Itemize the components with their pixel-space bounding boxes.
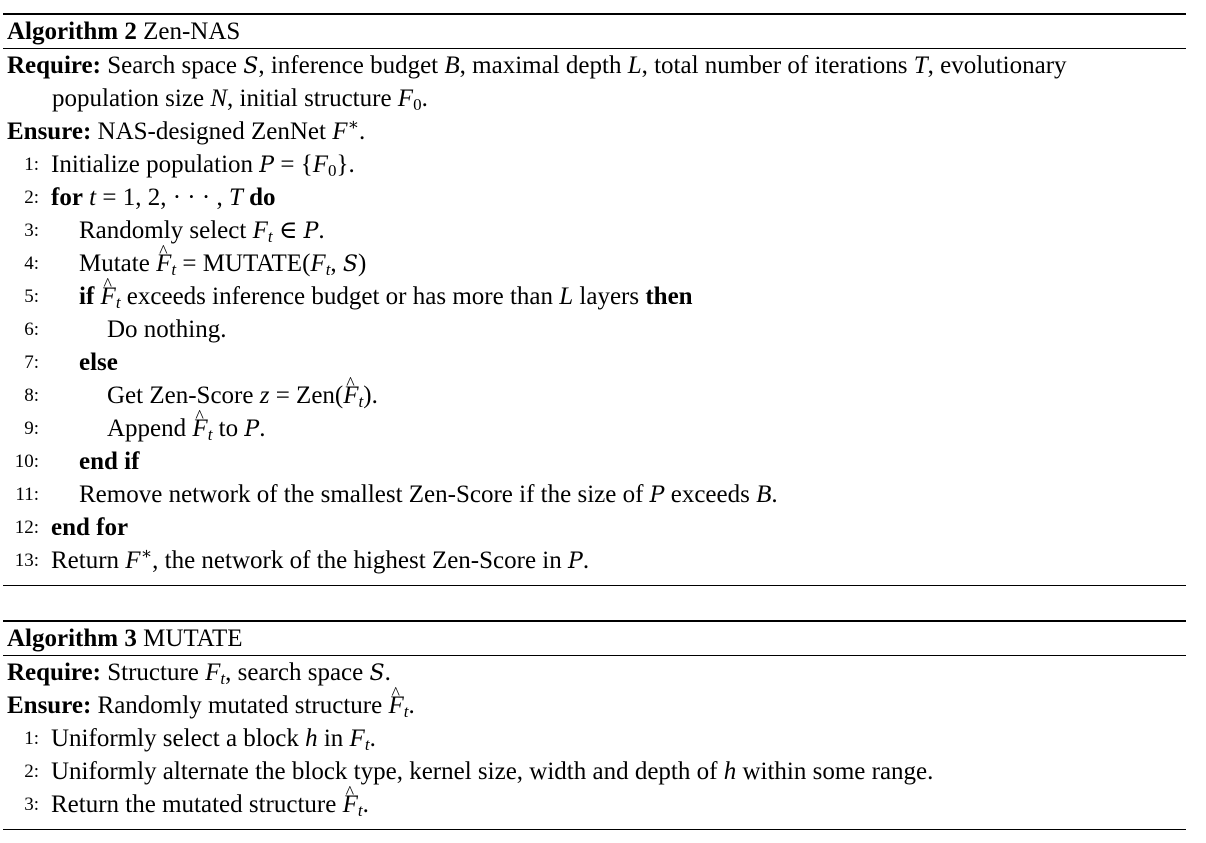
line-number: 6: [24, 319, 39, 340]
algorithm-line [3, 511, 1186, 544]
line-text: = MUTATE( [176, 250, 311, 277]
algorithm-line [3, 445, 1186, 478]
line-text: to [212, 415, 245, 442]
line-text: Do nothing. [107, 316, 227, 343]
algorithm-2-block [3, 13, 1186, 586]
line-text: = Zen( [269, 382, 344, 409]
line-text: Uniformly select a block [51, 725, 306, 752]
keyword-do: do [249, 184, 276, 211]
algorithm-line: 9: Append ^ $F_t$ to P. [3, 412, 1186, 445]
algorithm-line: 2: Uniformly alternate the block type, kernel size, width and depth of h within some range. [3, 755, 1186, 788]
line-number: 3: [24, 220, 39, 241]
math-L: L [627, 52, 642, 79]
keyword-else: else [79, 349, 118, 376]
algorithm-3-block [3, 620, 1186, 830]
math-Fstar: F [332, 118, 348, 145]
line-text: Return [51, 547, 126, 574]
algorithm-name: Zen-NAS [143, 18, 241, 45]
line-text: Initialize population [51, 151, 260, 178]
algorithm-line: 3: Randomly select $F_t$ ∈ P. [3, 214, 1186, 247]
line-number: 8: [24, 385, 39, 406]
algorithm-line: 1: Uniformly select a block h in $F_t$. [3, 722, 1186, 755]
require-label: Require: [7, 659, 101, 686]
require-label: Require: [7, 52, 101, 79]
algorithm-line: 4: Mutate ^ $F_t$ = $MUTATE(F_t$, S) [3, 247, 1186, 280]
require-text: , maximal depth [459, 52, 628, 79]
line-text: Randomly select [79, 217, 253, 244]
algorithm-line [3, 346, 1186, 379]
line-number: 1: [24, 154, 39, 175]
keyword-if: if [79, 283, 95, 310]
algorithm-line: 8: Get Zen-Score z = Zen(^ $F_t$). [3, 379, 1186, 412]
algorithm-line: 3: Return the mutated structure ^ $F_t$. [3, 788, 1186, 821]
ensure-text: Randomly mutated structure [91, 692, 389, 719]
line-text: Mutate [79, 250, 157, 277]
require-text: Structure [100, 659, 206, 686]
line-number: 9: [24, 418, 39, 439]
line-text: Return the mutated structure [51, 791, 343, 818]
line-number: 2: [24, 187, 39, 208]
line-number: 7: [24, 352, 39, 373]
line-number: 3: [24, 794, 39, 815]
line-number: 10: [14, 451, 39, 472]
math-N: N [210, 85, 227, 112]
line-text: within some range. [736, 758, 934, 785]
require-text: , initial structure [227, 85, 398, 112]
keyword-then: then [645, 283, 693, 310]
line-text: ). [363, 382, 378, 409]
require-text: , evolutionary [927, 52, 1067, 79]
require-line: Require: Structure $F_t$, search space S. [7, 659, 391, 688]
require-text: , inference budget [258, 52, 445, 79]
line-text: Uniformly alternate the block type, kernel size, width and depth of [51, 758, 724, 785]
algorithm-line: 1: Initialize population $P = \{F_0\}$. [3, 148, 1186, 181]
line-text: layers [573, 283, 646, 310]
require-text: , search space [225, 659, 370, 686]
require-line-cont: population size N, initial structure $F_0$. [52, 85, 428, 114]
algorithm-line: 13: Return F∗, the network of the highest Zen-Score in P. [3, 544, 1186, 577]
math-B: B [444, 52, 460, 79]
algorithm-label: Algorithm 3 [7, 625, 137, 652]
line-number: 11: [15, 484, 39, 505]
line-number: 1: [24, 728, 39, 749]
line-text: ∈ [272, 217, 304, 244]
ensure-line: Ensure: Randomly mutated structure ^ $F_t$. [3, 689, 1186, 722]
ensure-label: Ensure: [7, 692, 92, 719]
algorithm-name: MUTATE [143, 625, 243, 652]
math-P: P [259, 153, 275, 178]
algorithm-title [3, 15, 1186, 48]
keyword-end-for: end for [51, 514, 129, 541]
algorithm-label: Algorithm 2 [7, 18, 137, 45]
algorithm-line: 2: for t = 1, 2, · · · , T do [3, 181, 1186, 214]
line-text: , the network of the highest Zen-Score in [152, 547, 568, 574]
ensure-line: Ensure: NAS-designed ZenNet F∗. [7, 115, 366, 145]
require-text: Search space [100, 52, 244, 79]
line-text: Append [107, 415, 193, 442]
ensure-label: Ensure: [7, 118, 92, 145]
line-number: 5: [24, 286, 39, 307]
line-text: exceeds [664, 481, 757, 508]
line-text: ) [358, 250, 367, 277]
line-text: Remove network of the smallest Zen-Score if the size of [79, 481, 650, 508]
line-number: 2: [24, 761, 39, 782]
line-text: exceeds inference budget or has more than [120, 283, 560, 310]
bottom-rule [3, 829, 1186, 830]
algorithm-line [3, 313, 1186, 346]
line-text: Get Zen-Score [107, 382, 260, 409]
require-text: population size [52, 85, 211, 112]
require-text: , total number of iterations [641, 52, 914, 79]
keyword-end-if: end if [79, 448, 140, 475]
bottom-rule [3, 585, 1186, 586]
algorithm-title [3, 622, 1186, 655]
ensure-text: NAS-designed ZenNet [91, 118, 333, 145]
line-text: in [317, 725, 350, 752]
math-S: S [243, 54, 259, 79]
require-line [3, 49, 1186, 82]
line-number: 13: [14, 550, 39, 571]
math-T: T [913, 52, 928, 79]
algorithm-line: 11: Remove network of the smallest Zen-Score if the size of P exceeds B. [3, 478, 1186, 511]
algorithm-line: 5: if ^ $F_t$ exceeds inference budget or has more than L layers then [3, 280, 1186, 313]
math-F0: F [397, 85, 414, 112]
line-number: 4: [24, 253, 39, 274]
line-number: 12: [14, 517, 39, 538]
keyword-for: for [51, 184, 83, 211]
